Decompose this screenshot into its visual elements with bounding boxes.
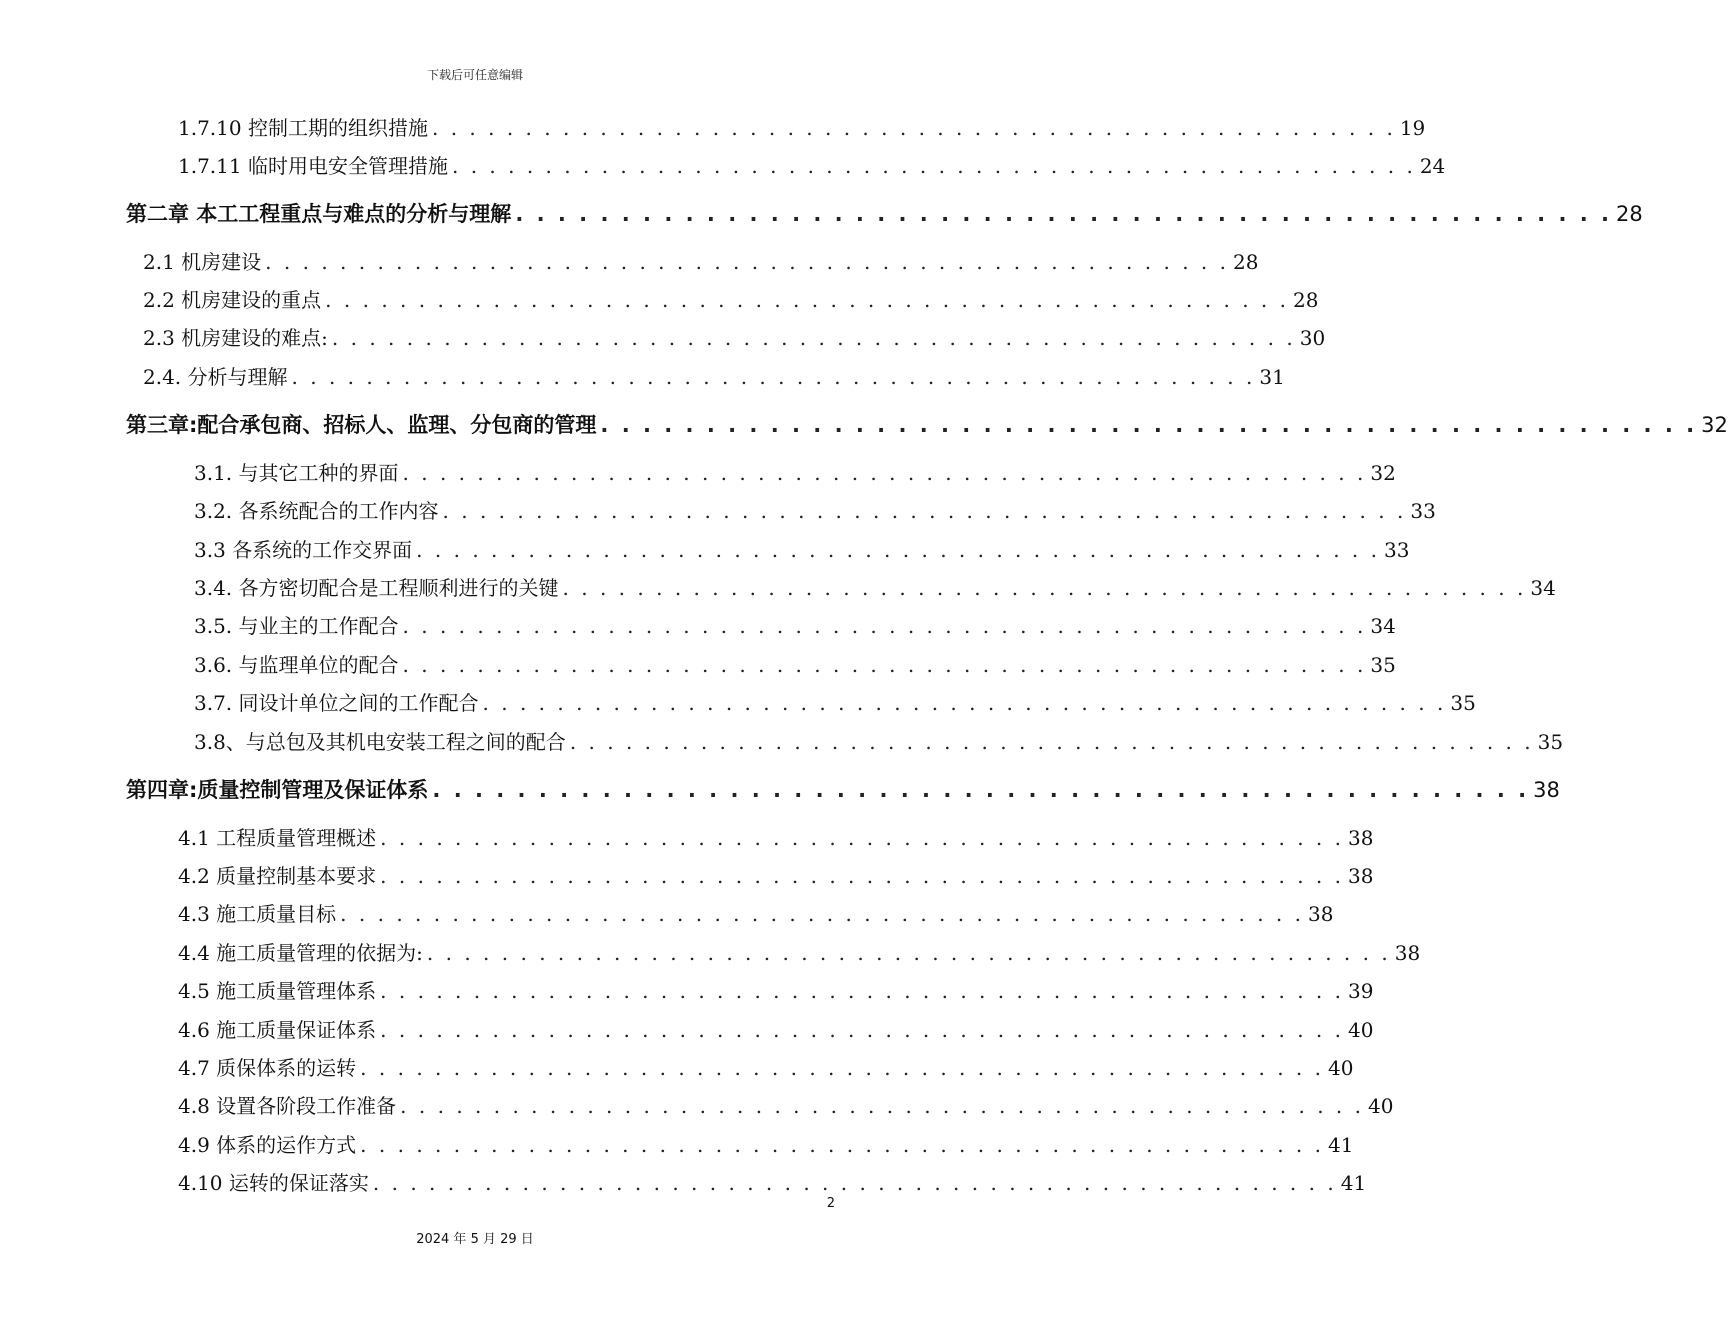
- toc-chapter[interactable]: [126, 409, 1728, 439]
- dot-leader: . . . . . . . . . . . . . . . . . . . . . . . . . . . . . . . . . . . . . . . . . . . . . . . . . . . .: [400, 1094, 1364, 1118]
- dot-leader: . . . . . . . . . . . . . . . . . . . . . . . . . . . . . . . . . . . . . . . . . . . . . . . . . . . .: [416, 538, 1380, 562]
- toc-entry[interactable]: [178, 1167, 1367, 1196]
- toc-entry-label: 3.3 各系统的工作交界面: [194, 538, 413, 562]
- toc-entry-page: 38: [1348, 826, 1374, 850]
- toc-entry-label: 4.3 施工质量目标: [178, 902, 337, 926]
- dot-leader: . . . . . . . . . . . . . . . . . . . . . . . . . . . . . . . . . . . . . . . . . . . . . . . . . . . .: [380, 826, 1344, 850]
- toc-entry-page: 38: [1394, 941, 1421, 965]
- toc-entry-page: 35: [1370, 653, 1396, 677]
- toc-chapter-page: 32: [1701, 413, 1728, 437]
- toc-entry-page: 40: [1348, 1018, 1374, 1042]
- dot-leader: . . . . . . . . . . . . . . . . . . . . . . . . . . . . . . . . . . . . . . . . . . . . . . . . . . . .: [569, 730, 1534, 754]
- toc-entry-label: 4.10 运转的保证落实: [178, 1171, 369, 1195]
- toc-entry-page: 34: [1530, 576, 1556, 600]
- toc-entry-page: 40: [1328, 1056, 1354, 1080]
- toc-entry-page: 41: [1328, 1133, 1354, 1157]
- dot-leader: . . . . . . . . . . . . . . . . . . . . . . . . . . . . . . . . . . . . . . . . . . . . . . . . . . . .: [402, 653, 1367, 677]
- toc-entry[interactable]: [194, 534, 1410, 563]
- toc-entry-label: 2.1 机房建设: [143, 250, 262, 274]
- dot-leader: . . . . . . . . . . . . . . . . . . . . . . . . . . . . . . . . . . . . . . . . . . . . . . . . . . . .: [265, 250, 1229, 274]
- toc-entry[interactable]: [194, 495, 1436, 524]
- page-header: 下载后可任意编辑: [426, 68, 523, 82]
- dot-leader: . . . . . . . . . . . . . . . . . . . . . . . . . . . . . . . . . . . . . . . . . . . . . . . . . . . .: [442, 499, 1407, 523]
- dot-leader: . . . . . . . . . . . . . . . . . . . . . . . . . . . . . . . . . . . . . . . . . . . . . . . . . . . .: [426, 941, 1391, 965]
- toc-entry[interactable]: [178, 822, 1374, 851]
- dot-leader: . . . . . . . . . . . . . . . . . . . . . . . . . . . . . . . . . . . . . . . . . . . . . . . . . . . .: [515, 202, 1613, 226]
- toc-entry[interactable]: [143, 246, 1259, 275]
- toc-entry-label: 3.5. 与业主的工作配合: [194, 614, 399, 638]
- toc-entry-label: 3.1. 与其它工种的界面: [194, 461, 399, 485]
- dot-leader: . . . . . . . . . . . . . . . . . . . . . . . . . . . . . . . . . . . . . . . . . . . . . . . . . . . .: [482, 691, 1447, 715]
- toc-entry[interactable]: [178, 860, 1374, 889]
- toc-entry[interactable]: [143, 322, 1326, 351]
- toc-entry-page: 31: [1259, 365, 1285, 389]
- toc-entry[interactable]: [178, 1014, 1374, 1043]
- toc-entry-label: 3.7. 同设计单位之间的工作配合: [194, 691, 479, 715]
- toc-entry-label: 3.8、与总包及其机电安装工程之间的配合: [194, 730, 566, 754]
- dot-leader: . . . . . . . . . . . . . . . . . . . . . . . . . . . . . . . . . . . . . . . . . . . . . . . . . . . .: [325, 288, 1289, 312]
- toc-entry[interactable]: [178, 1052, 1354, 1081]
- toc-chapter-page: 38: [1533, 778, 1560, 802]
- page-number: 2: [826, 1196, 835, 1211]
- toc-entry-label: 4.9 体系的运作方式: [178, 1133, 357, 1157]
- dot-leader: . . . . . . . . . . . . . . . . . . . . . . . . . . . . . . . . . . . . . . . . . . . . . . . . . . . .: [360, 1133, 1324, 1157]
- dot-leader: . . . . . . . . . . . . . . . . . . . . . . . . . . . . . . . . . . . . . . . . . . . . . . . . . . . .: [291, 365, 1256, 389]
- dot-leader: . . . . . . . . . . . . . . . . . . . . . . . . . . . . . . . . . . . . . . . . . . . . . . . . . . . .: [372, 1171, 1337, 1195]
- toc-entry[interactable]: [178, 975, 1374, 1004]
- toc-entry-label: 3.6. 与监理单位的配合: [194, 653, 399, 677]
- toc-chapter-label: 第四章:质量控制管理及保证体系: [126, 778, 429, 802]
- toc-entry[interactable]: [194, 572, 1556, 601]
- toc-chapter[interactable]: [126, 774, 1560, 804]
- toc-chapter[interactable]: [126, 198, 1643, 228]
- dot-leader: . . . . . . . . . . . . . . . . . . . . . . . . . . . . . . . . . . . . . . . . . . . . . . . . . . . .: [360, 1056, 1324, 1080]
- toc-entry[interactable]: [178, 150, 1446, 179]
- toc-entry-page: 34: [1370, 614, 1396, 638]
- toc-chapter-page: 28: [1616, 202, 1643, 226]
- toc-entry[interactable]: [143, 361, 1285, 390]
- toc-entry[interactable]: [194, 687, 1476, 716]
- toc-entry-page: 33: [1410, 499, 1436, 523]
- toc-chapter-label: 第二章 本工工程重点与难点的分析与理解: [126, 202, 512, 226]
- toc-entry-label: 4.6 施工质量保证体系: [178, 1018, 377, 1042]
- toc-entry-page: 28: [1293, 288, 1319, 312]
- toc-entry[interactable]: [178, 937, 1421, 966]
- toc-entry[interactable]: [143, 284, 1319, 313]
- dot-leader: . . . . . . . . . . . . . . . . . . . . . . . . . . . . . . . . . . . . . . . . . . . . . . . . . . . .: [402, 461, 1367, 485]
- dot-leader: . . . . . . . . . . . . . . . . . . . . . . . . . . . . . . . . . . . . . . . . . . . . . . . . . . . .: [402, 614, 1367, 638]
- toc-entry-label: 2.2 机房建设的重点: [143, 288, 322, 312]
- toc-entry[interactable]: [178, 112, 1426, 141]
- toc-entry[interactable]: [178, 1090, 1394, 1119]
- toc-entry-page: 28: [1233, 250, 1259, 274]
- toc-entry-page: 30: [1299, 326, 1326, 350]
- dot-leader: . . . . . . . . . . . . . . . . . . . . . . . . . . . . . . . . . . . . . . . . . . . . . . . . . . . .: [331, 326, 1296, 350]
- toc-entry-page: 38: [1348, 864, 1374, 888]
- toc-entry-label: 4.5 施工质量管理体系: [178, 979, 377, 1003]
- toc-entry-page: 41: [1340, 1171, 1367, 1195]
- toc-entry-label: 4.1 工程质量管理概述: [178, 826, 377, 850]
- toc-entry-page: 24: [1419, 154, 1446, 178]
- toc-entry-label: 3.2. 各系统配合的工作内容: [194, 499, 439, 523]
- toc-entry-page: 35: [1537, 730, 1564, 754]
- dot-leader: . . . . . . . . . . . . . . . . . . . . . . . . . . . . . . . . . . . . . . . . . . . . . . . . . . . .: [340, 902, 1304, 926]
- dot-leader: . . . . . . . . . . . . . . . . . . . . . . . . . . . . . . . . . . . . . . . . . . . . . . . . . . . .: [380, 864, 1344, 888]
- footer-date: 2024 年 5 月 29 日: [416, 1232, 534, 1247]
- dot-leader: . . . . . . . . . . . . . . . . . . . . . . . . . . . . . . . . . . . . . . . . . . . . . . . . . . . .: [432, 778, 1530, 802]
- toc-entry[interactable]: [194, 726, 1564, 755]
- toc-entry-page: 19: [1399, 116, 1426, 140]
- toc-chapter-label: 第三章:配合承包商、招标人、监理、分包商的管理: [126, 413, 597, 437]
- toc-entry-label: 4.2 质量控制基本要求: [178, 864, 377, 888]
- dot-leader: . . . . . . . . . . . . . . . . . . . . . . . . . . . . . . . . . . . . . . . . . . . . . . . . . . . .: [380, 979, 1344, 1003]
- dot-leader: . . . . . . . . . . . . . . . . . . . . . . . . . . . . . . . . . . . . . . . . . . . . . . . . . . . .: [451, 154, 1416, 178]
- toc-entry-label: 4.8 设置各阶段工作准备: [178, 1094, 397, 1118]
- toc-entry[interactable]: [178, 1129, 1354, 1158]
- toc-entry-page: 32: [1370, 461, 1396, 485]
- toc-entry-label: 4.7 质保体系的运转: [178, 1056, 357, 1080]
- toc-entry-label: 3.4. 各方密切配合是工程顺利进行的关键: [194, 576, 559, 600]
- dot-leader: . . . . . . . . . . . . . . . . . . . . . . . . . . . . . . . . . . . . . . . . . . . . . . . . . . . .: [600, 413, 1698, 437]
- toc-entry[interactable]: [194, 610, 1396, 639]
- toc-entry-page: 35: [1450, 691, 1476, 715]
- dot-leader: . . . . . . . . . . . . . . . . . . . . . . . . . . . . . . . . . . . . . . . . . . . . . . . . . . . .: [380, 1018, 1344, 1042]
- dot-leader: . . . . . . . . . . . . . . . . . . . . . . . . . . . . . . . . . . . . . . . . . . . . . . . . . . . .: [431, 116, 1396, 140]
- dot-leader: . . . . . . . . . . . . . . . . . . . . . . . . . . . . . . . . . . . . . . . . . . . . . . . . . . . .: [562, 576, 1527, 600]
- toc-entry-page: 39: [1348, 979, 1374, 1003]
- toc-entry-page: 38: [1308, 902, 1334, 926]
- toc-entry-label: 2.4. 分析与理解: [143, 365, 288, 389]
- toc-entry[interactable]: [194, 457, 1396, 486]
- toc-entry[interactable]: [194, 649, 1396, 678]
- toc-entry-label: 1.7.10 控制工期的组织措施: [178, 116, 428, 140]
- toc-entry-page: 40: [1368, 1094, 1394, 1118]
- toc-entry-label: 2.3 机房建设的难点:: [143, 326, 328, 350]
- toc-entry-page: 33: [1384, 538, 1410, 562]
- toc-entry-label: 1.7.11 临时用电安全管理措施: [178, 154, 448, 178]
- toc-entry[interactable]: [178, 898, 1334, 927]
- toc-entry-label: 4.4 施工质量管理的依据为:: [178, 941, 423, 965]
